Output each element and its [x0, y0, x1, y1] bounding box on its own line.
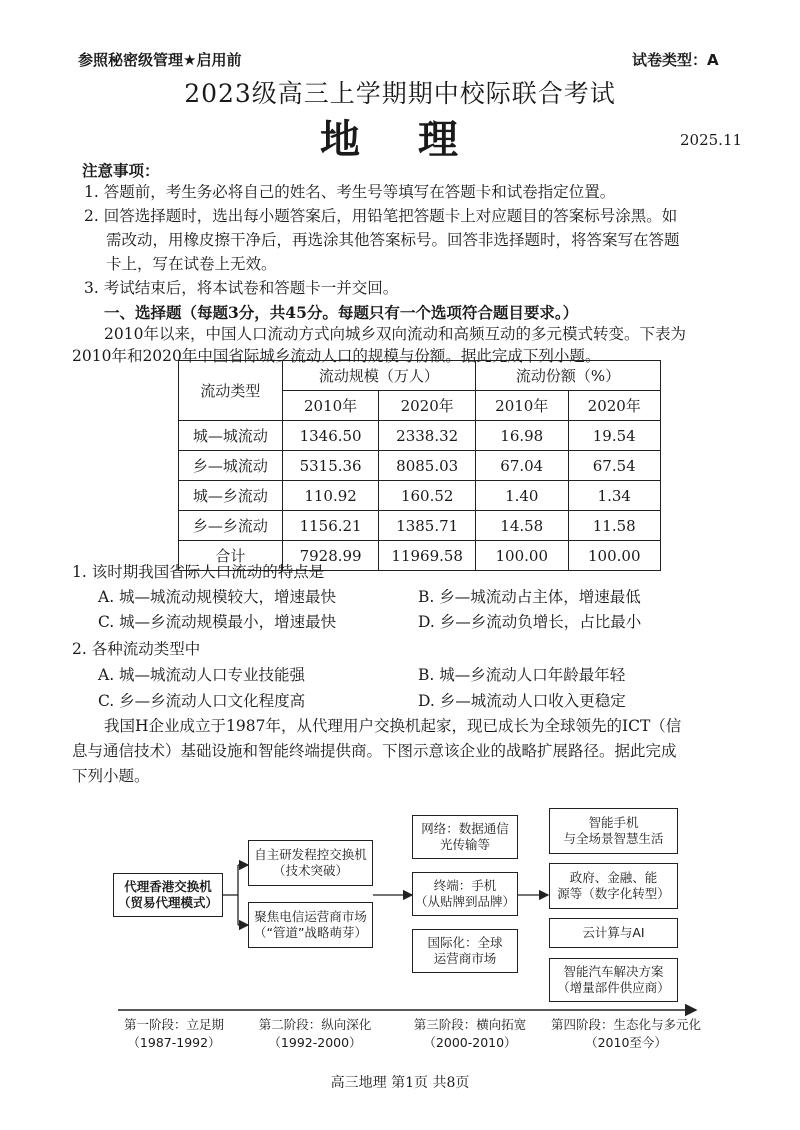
- cell-share-2020: 100.00: [568, 541, 661, 571]
- cell-scale-2020: 1385.71: [379, 511, 476, 541]
- stage2-box2-line1: 聚焦电信运营商市场: [254, 909, 367, 924]
- cell-share-2020: 1.34: [568, 481, 661, 511]
- cell-type: 城—城流动: [179, 421, 283, 451]
- cell-share-2020: 11.58: [568, 511, 661, 541]
- cell-share-2010: 14.58: [476, 511, 568, 541]
- subject-title: 地 理: [320, 116, 480, 163]
- stage1-box: [113, 873, 223, 917]
- header-share-2010: 2010年: [476, 391, 568, 421]
- intro-line-1: 2010年以来，中国人口流动方式向城乡双向流动和高频互动的多元模式转变。下表为: [104, 325, 686, 343]
- stage3-box-3: [412, 929, 518, 973]
- cell-scale-2010: 5315.36: [282, 451, 379, 481]
- q1-stem: 1. 该时期我国省际人口流动的特点是: [72, 563, 325, 581]
- cell-type: 城—乡流动: [179, 481, 283, 511]
- q2-option-a: A. 城—城流动人口专业技能强: [98, 666, 306, 684]
- cell-scale-2010: 1346.50: [282, 421, 379, 451]
- notice-item-2: 2. 回答选择题时，选出每小题答案后，用铅笔把答题卡上对应题目的答案标号涂黑。如: [84, 207, 678, 225]
- confidentiality-label: 参照秘密级管理★启用前: [78, 51, 242, 69]
- stage3-box1-line2: 光传输等: [439, 837, 490, 852]
- stage-label-4: [536, 1016, 716, 1052]
- cell-share-2010: 1.40: [476, 481, 568, 511]
- stage-label-2: [250, 1016, 380, 1052]
- stage2-box-1: [248, 840, 373, 886]
- stage4-box-2: [549, 863, 678, 909]
- q2-option-c: C. 乡—乡流动人口文化程度高: [98, 692, 306, 710]
- stage4-box1-line1: 智能手机: [588, 815, 639, 830]
- stage3-box-1: [412, 815, 518, 859]
- cell-scale-2020: 8085.03: [379, 451, 476, 481]
- cell-scale-2010: 1156.21: [282, 511, 379, 541]
- header-scale-2020: 2020年: [379, 391, 476, 421]
- stage3-box2-line2: （从贴牌到品牌）: [414, 894, 515, 909]
- stage4-box4-line1: 智能汽车解决方案: [563, 964, 664, 979]
- passage2-line-3: 下列小题。: [72, 767, 150, 785]
- stage4-box2-line1: 政府、金融、能: [569, 870, 658, 885]
- stage4-box1-line2: 与全场景智慧生活: [563, 831, 664, 846]
- cell-share-2010: 100.00: [476, 541, 568, 571]
- stage2-box1-line2: （技术突破）: [272, 863, 348, 878]
- exam-date: 2025.11: [680, 131, 743, 149]
- stage3-name: 第三阶段：横向拓宽: [413, 1017, 527, 1032]
- passage2-line-2: 息与通信技术）基础设施和智能终端提供商。下图示意该企业的战略扩展路径。据此完成: [72, 742, 677, 760]
- q1-option-c: C. 城—乡流动规模最小，增速最快: [98, 613, 337, 631]
- stage4-box4-line2: （增量部件供应商）: [557, 980, 670, 995]
- cell-scale-2020: 2338.32: [379, 421, 476, 451]
- q2-stem: 2. 各种流动类型中: [72, 640, 201, 658]
- notice-item-2-cont: 需改动，用橡皮擦干净后，再选涂其他答案标号。回答非选择题时，将答案写在答题: [106, 231, 680, 249]
- paper-type-label: 试卷类型：A: [632, 51, 719, 69]
- stage2-years: （1992-2000）: [268, 1035, 362, 1050]
- intro-line-2: 2010年和2020年中国省际城乡流动人口的规模与份额。据此完成下列小题。: [72, 347, 601, 365]
- cell-share-2020: 67.54: [568, 451, 661, 481]
- header-share-2020: 2020年: [568, 391, 661, 421]
- stage-label-3: [405, 1016, 535, 1052]
- passage2-line-1: 我国H企业成立于1987年，从代理用户交换机起家，现已成长为全球领先的ICT（信: [104, 717, 682, 735]
- q2-option-b: B. 城—乡流动人口年龄最年轻: [418, 666, 626, 684]
- notice-item-3: 3. 考试结束后，将本试卷和答题卡一并交回。: [84, 279, 399, 297]
- stage1-box-line2: （贸易代理模式）: [117, 895, 218, 910]
- cell-type: 乡—乡流动: [179, 511, 283, 541]
- stage2-box1-line1: 自主研发程控交换机: [254, 847, 367, 862]
- notice-item-2-cont2: 卡上，写在试卷上无效。: [106, 255, 277, 273]
- stage3-box2-line1: 终端：手机: [433, 878, 497, 893]
- cell-scale-2010: 7928.99: [282, 541, 379, 571]
- stage4-name: 第四阶段：生态化与多元化: [550, 1017, 701, 1032]
- stage4-box3-line1: 云计算与AI: [582, 925, 645, 940]
- cell-scale-2020: 160.52: [379, 481, 476, 511]
- stage4-years: （2010至今）: [585, 1035, 667, 1050]
- q1-option-b: B. 乡—城流动占主体，增速最低: [418, 588, 641, 606]
- stage3-box-2: [412, 872, 518, 916]
- exam-title: 2023级高三上学期期中校际联合考试: [184, 79, 616, 108]
- stage1-name: 第一阶段：立足期: [123, 1017, 224, 1032]
- cell-scale-2020: 11969.58: [379, 541, 476, 571]
- stage2-name: 第二阶段：纵向深化: [258, 1017, 372, 1032]
- q1-option-a: A. 城—城流动规模较大，增速最快: [98, 588, 337, 606]
- stage-label-1: [112, 1016, 236, 1052]
- header-share: 流动份额（%）: [476, 361, 661, 391]
- header-scale: 流动规模（万人）: [282, 361, 475, 391]
- header-scale-2010: 2010年: [282, 391, 379, 421]
- notice-item-1: 1. 答题前，考生务必将自己的姓名、考生号等填写在答题卡和试卷指定位置。: [84, 183, 616, 201]
- stage3-box3-line2: 运营商市场: [433, 951, 497, 966]
- stage1-years: （1987-1992）: [127, 1035, 221, 1050]
- cell-type: 合计: [179, 541, 283, 571]
- stage4-box-3: [549, 918, 678, 948]
- cell-share-2010: 16.98: [476, 421, 568, 451]
- section-heading: 一、选择题（每题3分，共45分。每题只有一个选项符合题目要求。）: [104, 303, 579, 322]
- cell-share-2020: 19.54: [568, 421, 661, 451]
- cell-type: 乡—城流动: [179, 451, 283, 481]
- stage4-box-4: [549, 958, 678, 1002]
- stage4-box2-line2: 源等（数字化转型）: [557, 886, 670, 901]
- stage2-box-2: [248, 902, 373, 948]
- stage2-box2-line2: （“管道”战略萌芽）: [254, 925, 367, 940]
- page-footer: 高三地理 第1页 共8页: [330, 1075, 470, 1091]
- header-type: 流动类型: [179, 361, 283, 421]
- cell-share-2010: 67.04: [476, 451, 568, 481]
- stage3-box3-line1: 国际化：全球: [427, 935, 503, 950]
- notice-heading: 注意事项：: [82, 161, 160, 180]
- q2-option-d: D. 乡—城流动人口收入更稳定: [418, 692, 626, 710]
- cell-scale-2010: 110.92: [282, 481, 379, 511]
- stage3-box1-line1: 网络：数据通信: [421, 821, 509, 836]
- stage1-box-line1: 代理香港交换机: [124, 879, 212, 894]
- q1-option-d: D. 乡—乡流动负增长，占比最小: [418, 613, 642, 631]
- stage4-box-1: [549, 808, 678, 854]
- stage3-years: （2000-2010）: [423, 1035, 517, 1050]
